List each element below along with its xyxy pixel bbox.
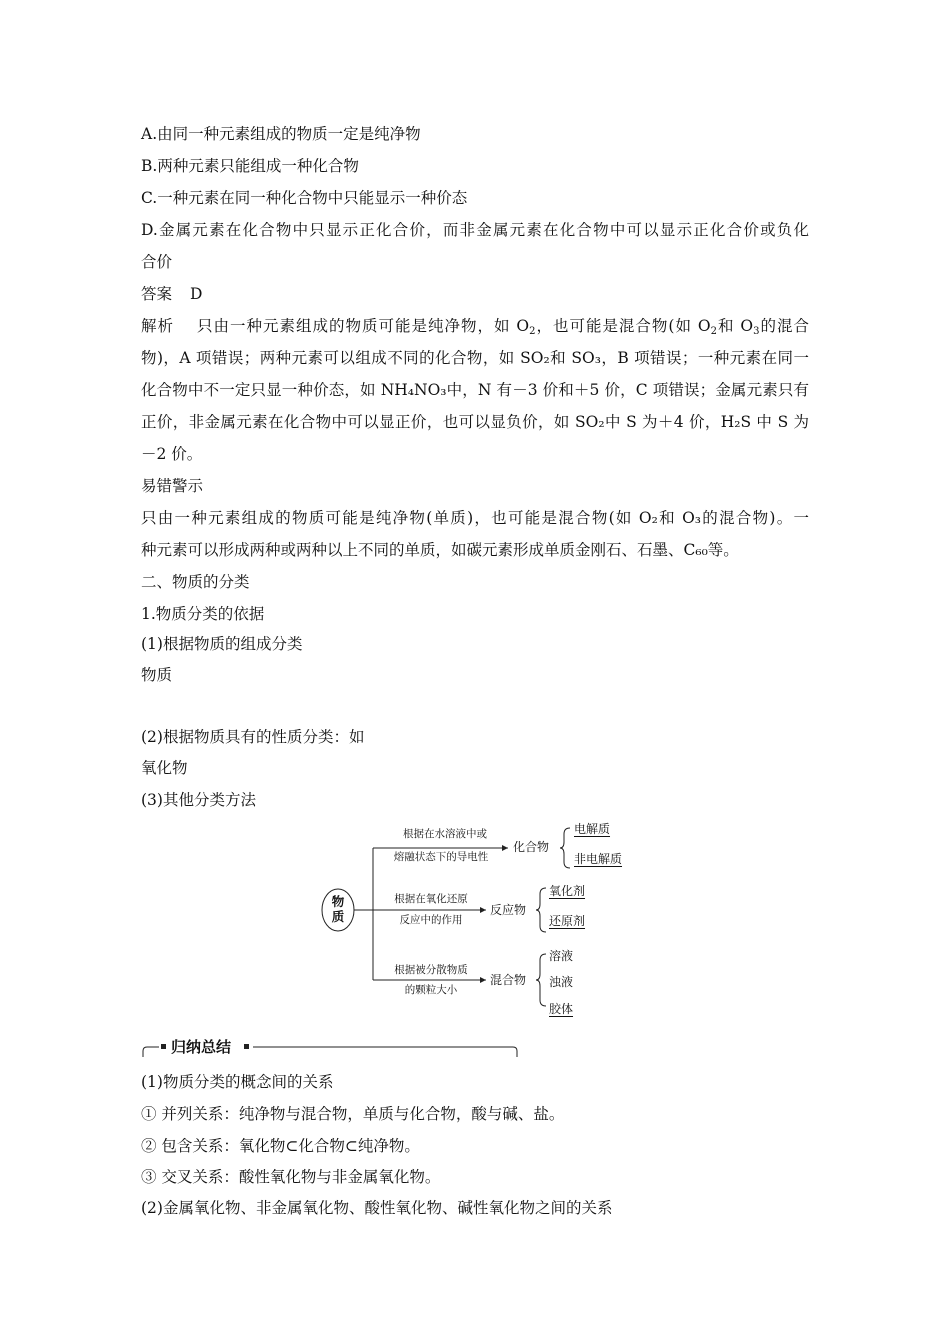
summary-header bbox=[141, 1037, 521, 1059]
warning-title: 易错警示 bbox=[141, 477, 204, 495]
leaf-3-3: 胶体 bbox=[549, 1002, 574, 1016]
analysis-text: 的混合 bbox=[759, 317, 809, 335]
section-p1-word: 物质 bbox=[141, 666, 173, 684]
section-p3: (3)其他分类方法 bbox=[141, 791, 256, 809]
summary-line4: ③ 交叉关系：酸性氧化物与非金属氧化物。 bbox=[141, 1168, 441, 1186]
analysis-line2: 物)，A 项错误；两种元素可以组成不同的化合物，如 SO₂和 SO₃，B 项错误；一种元素在同一 bbox=[141, 349, 809, 367]
leaf-3-1: 溶液 bbox=[549, 949, 574, 963]
leaf-2-2: 还原剂 bbox=[549, 914, 586, 928]
section-p2-word: 氧化物 bbox=[141, 759, 188, 777]
hub-label: 物质 bbox=[331, 894, 345, 924]
arrowhead-3 bbox=[480, 977, 486, 983]
criterion-2-line1: 根据在氧化还原 bbox=[394, 893, 468, 905]
summary-line2: ① 并列关系：纯净物与混合物，单质与化合物，酸与碱、盐。 bbox=[141, 1105, 565, 1123]
analysis-text: 只由一种元素组成的物质可能是纯净物，如 O bbox=[196, 317, 530, 335]
option-b: B.两种元素只能组成一种化合物 bbox=[141, 157, 359, 175]
section-p2: (2)根据物质具有的性质分类：如 bbox=[141, 728, 365, 746]
option-a: A.由同一种元素组成的物质一定是纯净物 bbox=[141, 125, 421, 143]
section-heading: 二、物质的分类 bbox=[141, 573, 250, 591]
option-c: C.一种元素在同一种化合物中只能显示一种价态 bbox=[141, 189, 468, 207]
criterion-2-line2: 反应中的作用 bbox=[399, 914, 463, 926]
subscript: 3 bbox=[753, 326, 760, 337]
leaf-3-2: 浊液 bbox=[549, 975, 574, 989]
section-sub1: 1.物质分类的依据 bbox=[141, 605, 265, 623]
summary-line1: (1)物质分类的概念间的关系 bbox=[141, 1073, 334, 1091]
node-3: 混合物 bbox=[490, 973, 527, 987]
analysis-line5: －2 价。 bbox=[141, 445, 203, 463]
analysis-text: 和 O bbox=[716, 317, 754, 335]
analysis-line1 bbox=[141, 315, 809, 337]
criterion-1-line1: 根据在水溶液中或 bbox=[403, 828, 487, 840]
classification-diagram bbox=[318, 818, 648, 1028]
leaf-1-1: 电解质 bbox=[574, 822, 611, 836]
analysis-line3: 化合物中不一定只显一种价态，如 NH₄NO₃中，N 有－3 价和＋5 价，C 项错误；金属元素只有 bbox=[141, 381, 809, 399]
node-1: 化合物 bbox=[513, 840, 550, 854]
option-d-line1: D.金属元素在化合物中只显示正化合价，而非金属元素在化合物中可以显示正化合价或负化 bbox=[141, 221, 809, 239]
analysis-text: ，也可能是混合物(如 O bbox=[535, 317, 711, 335]
answer bbox=[141, 283, 202, 305]
analysis-line4: 正价，非金属元素在化合物中可以显正价，也可以显负价，如 SO₂中 S 为＋4 价，H₂S 中 S 为 bbox=[141, 413, 809, 431]
answer-value: D bbox=[190, 285, 203, 303]
node-2: 反应物 bbox=[490, 903, 527, 917]
section-p1: (1)根据物质的组成分类 bbox=[141, 635, 303, 653]
subscript: 2 bbox=[710, 326, 717, 337]
arrowhead-2 bbox=[480, 907, 486, 913]
answer-label: 答案 bbox=[141, 285, 173, 303]
brace-3 bbox=[536, 954, 546, 1006]
summary-title: 归纳总结 bbox=[171, 1038, 232, 1056]
brace-2 bbox=[536, 888, 546, 932]
leaf-2-1: 氧化剂 bbox=[549, 884, 586, 898]
summary-line3: ② 包含关系：氧化物⊂化合物⊂纯净物。 bbox=[141, 1137, 420, 1155]
subscript: 2 bbox=[529, 326, 536, 337]
warning-line2: 种元素可以形成两种或两种以上不同的单质，如碳元素形成单质金刚石、石墨、C₆₀等。 bbox=[141, 541, 739, 559]
option-d-line2: 合价 bbox=[141, 253, 173, 271]
criterion-1-line2: 熔融状态下的导电性 bbox=[393, 851, 489, 863]
criterion-3-line2: 的颗粒大小 bbox=[404, 984, 458, 996]
summary-line5: (2)金属氧化物、非金属氧化物、酸性氧化物、碱性氧化物之间的关系 bbox=[141, 1199, 613, 1217]
analysis-label: 解析 bbox=[141, 317, 174, 335]
criterion-3-line1: 根据被分散物质 bbox=[394, 964, 468, 976]
warning-line1: 只由一种元素组成的物质可能是纯净物(单质)，也可能是混合物(如 O₂和 O₃的混合物)。一 bbox=[141, 509, 809, 527]
brace-1 bbox=[560, 828, 570, 868]
leaf-1-2: 非电解质 bbox=[574, 852, 623, 866]
